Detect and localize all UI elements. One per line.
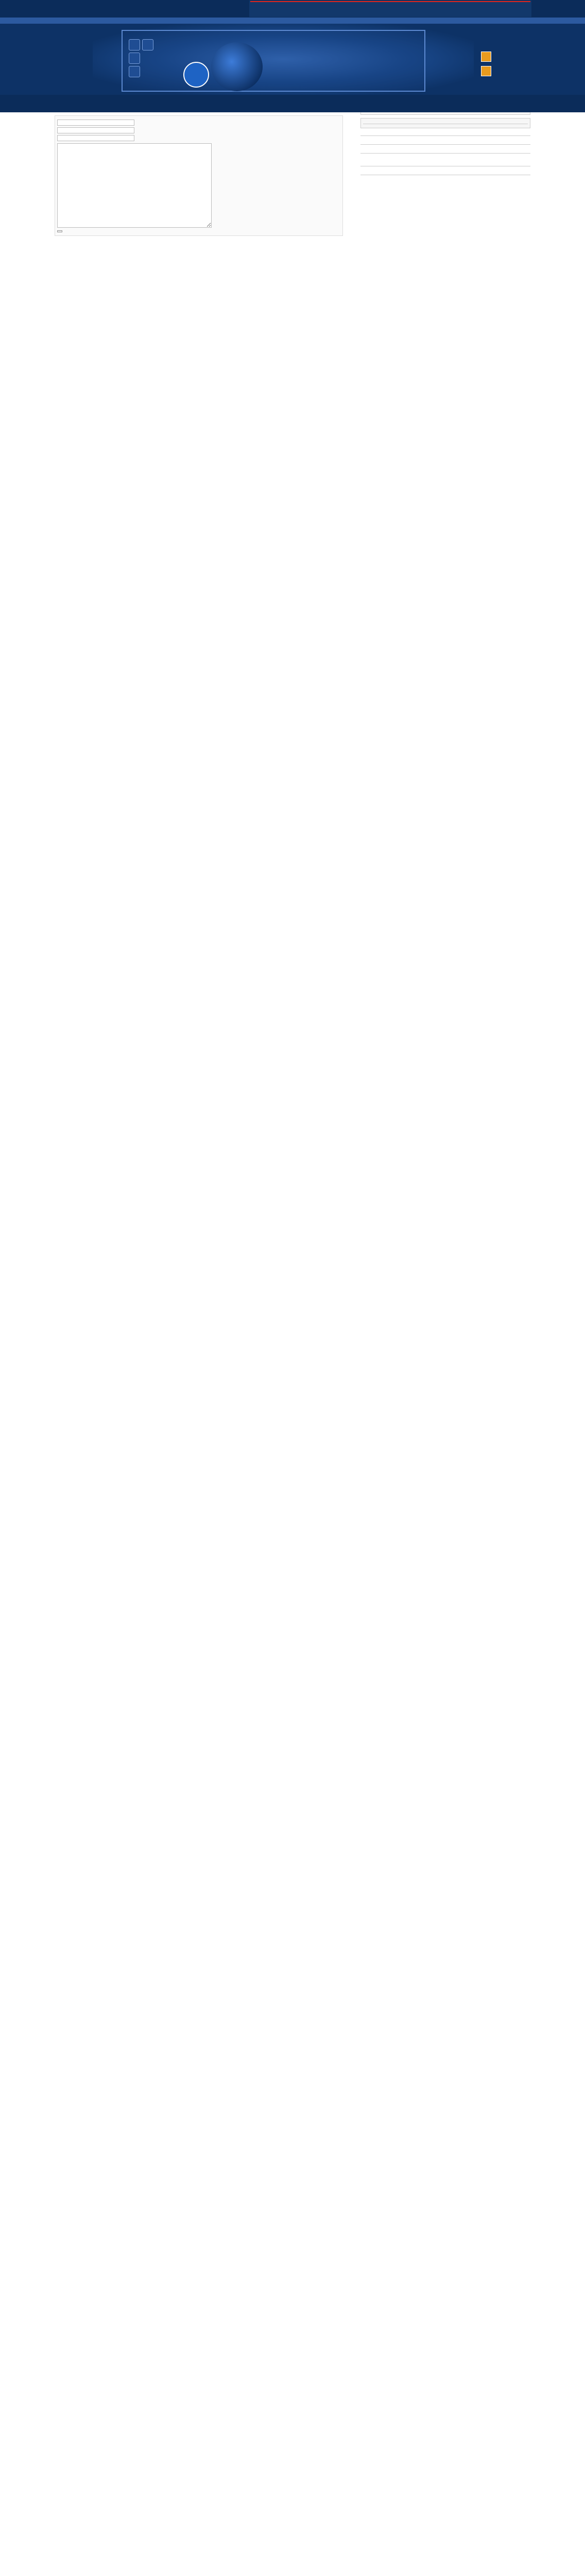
pages — [360, 172, 530, 175]
main-column — [55, 95, 343, 240]
submit-comment-button[interactable] — [57, 230, 62, 232]
pages-title — [360, 172, 530, 175]
podcast-title — [363, 121, 528, 124]
archives — [360, 163, 530, 166]
fast-forward-icon[interactable] — [129, 66, 140, 77]
recent-posts — [360, 132, 530, 136]
mp3-download-icon[interactable] — [481, 52, 491, 62]
top-bar — [0, 0, 585, 18]
categories-title — [360, 141, 530, 145]
comment-form — [55, 115, 343, 236]
main-nav — [0, 18, 585, 24]
hero-header — [0, 24, 585, 95]
stop-icon[interactable] — [142, 39, 153, 50]
hero-badge — [183, 62, 209, 88]
promo-banner[interactable] — [249, 1, 531, 17]
pdf-download-icon[interactable] — [481, 66, 491, 76]
comment-textarea[interactable] — [57, 143, 212, 228]
hero-head-illustration — [211, 42, 263, 91]
tag-cloud-list — [360, 154, 530, 158]
tag-cloud-title — [360, 150, 530, 154]
rewind-icon[interactable] — [129, 39, 140, 50]
tag-cloud — [360, 150, 530, 158]
email-field[interactable] — [57, 127, 134, 133]
podcast-box — [360, 118, 530, 128]
name-field[interactable] — [57, 120, 134, 126]
hero-frame — [122, 30, 425, 92]
website-field[interactable] — [57, 135, 134, 141]
categories — [360, 141, 530, 145]
play-icon[interactable] — [129, 53, 140, 64]
recent-posts-title — [360, 132, 530, 136]
site-footer — [0, 95, 585, 112]
archives-title — [360, 163, 530, 166]
promo-items — [249, 2, 531, 3]
